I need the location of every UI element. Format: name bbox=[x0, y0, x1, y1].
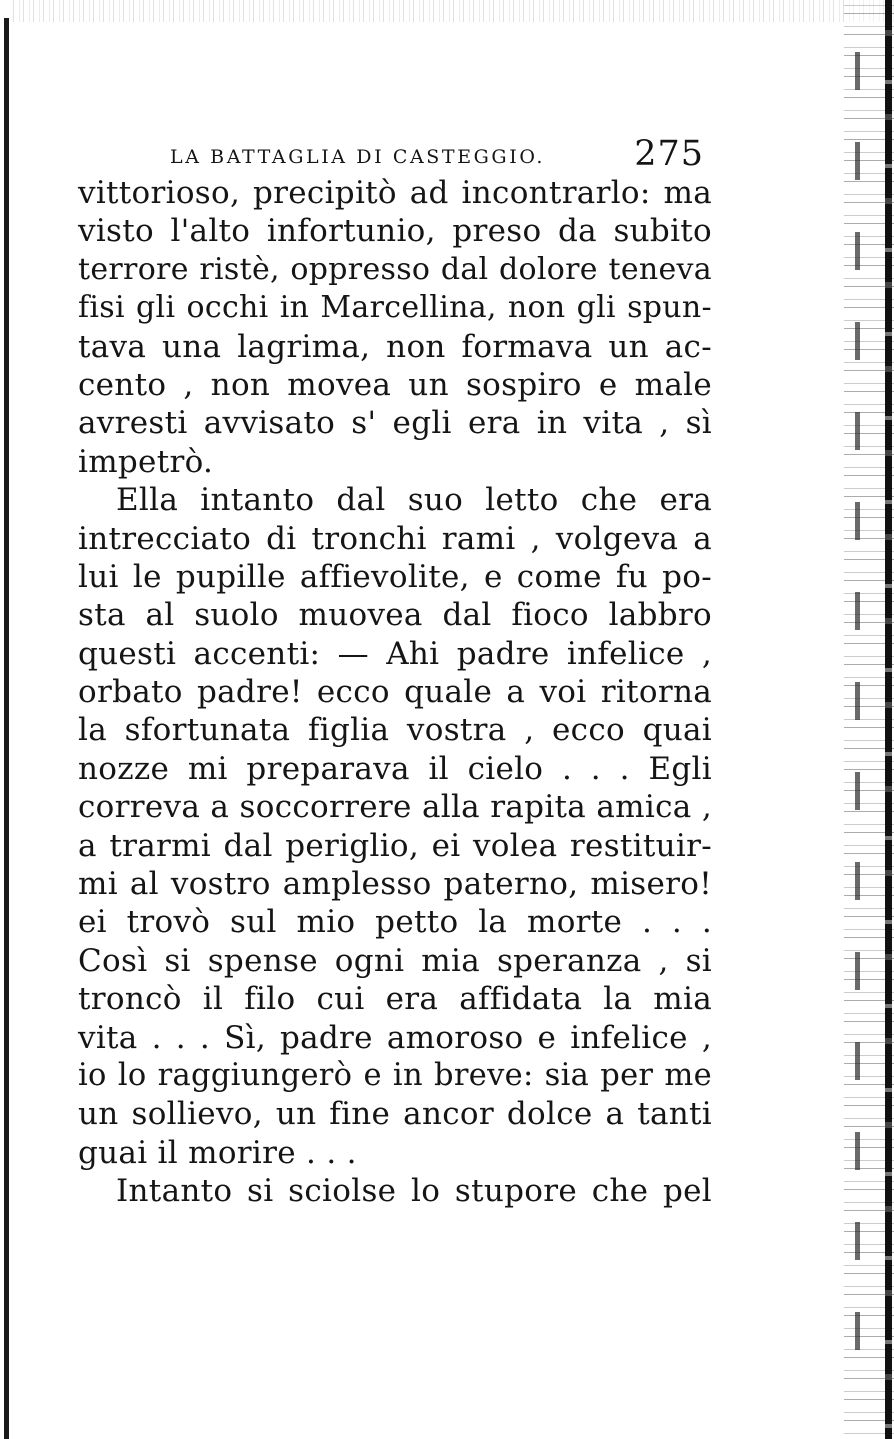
text-line: impetrò. bbox=[78, 443, 214, 480]
text-line: Ella intanto dal suo letto che era bbox=[116, 482, 712, 519]
text-line: Intanto si sciolse lo stupore che pel bbox=[116, 1173, 712, 1210]
page-header bbox=[170, 134, 710, 178]
text-line: avresti avvisato s' egli era in vita , sì bbox=[78, 405, 712, 442]
text-line: a trarmi dal periglio, ei volea restituir- bbox=[78, 827, 712, 864]
text-line: nozze mi preparava il cielo . . . Egli bbox=[78, 750, 712, 787]
text-line: terrore ristè, oppresso dal dolore teneva bbox=[78, 251, 712, 287]
text-line: sta al suolo muovea dal fioco labbro bbox=[78, 597, 712, 634]
scan-right-bar bbox=[885, 0, 892, 1439]
text-line: fisi gli occhi in Marcellina, non gli spun- bbox=[78, 290, 712, 326]
text-line: guai il morire . . . bbox=[78, 1134, 357, 1171]
text-line: orbato padre! ecco quale a voi ritorna bbox=[78, 674, 712, 711]
text-line: Così si spense ogni mia speranza , si bbox=[78, 942, 712, 979]
text-line: visto l'alto infortunio, preso da subito bbox=[78, 213, 712, 250]
text-line: correva a soccorrere alla rapita amica , bbox=[78, 789, 712, 826]
scan-right-gutter bbox=[855, 30, 860, 1390]
text-line: io lo raggiungerò e in breve: sia per me bbox=[78, 1057, 712, 1093]
text-line: un sollievo, un fine ancor dolce a tanti bbox=[78, 1096, 712, 1133]
text-line: troncò il filo cui era affidata la mia bbox=[78, 981, 712, 1018]
text-line: vittorioso, precipitò ad incontrarlo: ma bbox=[78, 175, 712, 211]
text-line: questi accenti: — Ahi padre infelice , bbox=[78, 635, 712, 672]
text-line: ei trovò sul mio petto la morte . . . bbox=[78, 904, 712, 941]
scan-left-edge bbox=[4, 18, 9, 1439]
body-text bbox=[78, 174, 712, 1211]
text-line: tava una lagrima, non formava un ac- bbox=[78, 328, 712, 365]
text-line: vita . . . Sì, padre amoroso e infelice , bbox=[78, 1019, 712, 1056]
page-number: 275 bbox=[634, 134, 704, 174]
text-line: la sfortunata figlia vostra , ecco quai bbox=[78, 712, 712, 749]
running-head: LA BATTAGLIA DI CASTEGGIO. bbox=[170, 146, 546, 168]
text-line: mi al vostro amplesso paterno, misero! bbox=[78, 866, 712, 903]
scan-top-edge bbox=[10, 0, 894, 22]
text-line: intrecciato di tronchi rami , volgeva a bbox=[78, 520, 712, 557]
text-line: cento , non movea un sospiro e male bbox=[78, 366, 712, 403]
text-line: lui le pupille affievolite, e come fu po- bbox=[78, 558, 712, 595]
